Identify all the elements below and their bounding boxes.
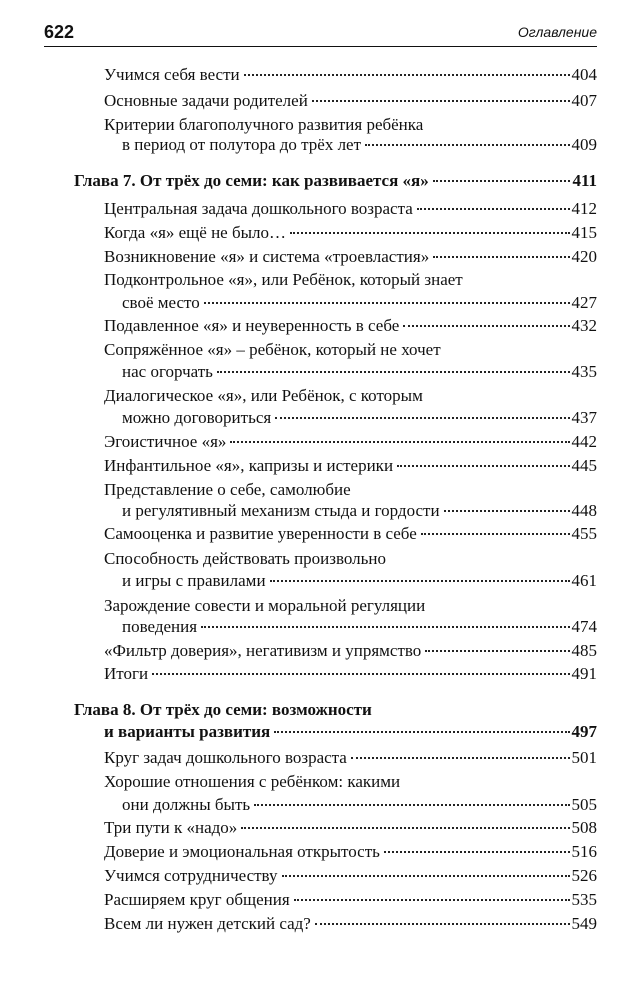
chapter-title-line1: Глава 8. От трёх до семи: возможности xyxy=(74,700,372,719)
dot-leader xyxy=(315,922,570,925)
toc-entry-title: и игры с правилами xyxy=(122,571,266,590)
dot-leader xyxy=(217,370,570,373)
dot-leader xyxy=(433,255,569,258)
toc-entry-page: 516 xyxy=(571,842,597,861)
dot-leader xyxy=(384,850,570,853)
dot-leader xyxy=(365,143,569,146)
toc-entry-page: 407 xyxy=(571,91,597,110)
toc-entry-title: Всем ли нужен детский сад? xyxy=(104,914,311,933)
toc-entry-page: 505 xyxy=(571,795,597,814)
dot-leader xyxy=(417,207,570,210)
toc-entry-title: в период от полутора до трёх лет xyxy=(122,135,362,154)
toc-entry-title: Круг задач дошкольного возраста xyxy=(104,748,347,767)
toc-entry-title: поведения xyxy=(122,617,198,636)
toc-entry-title-line1: Способность действовать произвольно xyxy=(104,549,387,568)
toc-entry xyxy=(104,747,597,769)
dot-leader xyxy=(403,324,569,327)
toc-entry xyxy=(104,913,597,935)
toc-entry-title-line1: Зарождение совести и моральной регуляции xyxy=(104,596,426,615)
toc-entry-title: они должны быть xyxy=(122,795,251,814)
dot-leader xyxy=(294,898,570,901)
dot-leader xyxy=(397,464,569,467)
toc-entry xyxy=(122,361,597,383)
toc-entry-title-line1: Критерии благополучного развития ребёнка xyxy=(104,115,424,134)
toc-entry-title-line1: Хорошие отношения с ребёнком: какими xyxy=(104,772,401,791)
toc-entry xyxy=(122,134,597,156)
toc-entry-title: можно договориться xyxy=(122,408,272,427)
toc-entry-title-line1: Сопряжённое «я» – ребёнок, который не хочет xyxy=(104,340,441,359)
toc-entry xyxy=(104,315,597,337)
toc-entry-page: 432 xyxy=(571,316,597,335)
toc-entry-title: Подавленное «я» и неуверенность в себе xyxy=(104,316,400,335)
toc-entry xyxy=(122,407,597,429)
dot-leader xyxy=(290,231,569,234)
toc-entry xyxy=(104,64,597,86)
dot-leader xyxy=(270,579,570,582)
toc-entry-title: Возникновение «я» и система «троевластия» xyxy=(104,247,430,266)
toc-entry xyxy=(104,523,597,545)
running-title: Оглавление xyxy=(517,24,597,40)
toc-entry-page: 526 xyxy=(571,866,597,885)
dot-leader xyxy=(204,301,570,304)
toc-entry-title: Эгоистичное «я» xyxy=(104,432,227,451)
dot-leader xyxy=(421,532,570,535)
toc-entry xyxy=(104,455,597,477)
dot-leader xyxy=(230,440,569,443)
toc-entry xyxy=(104,431,597,453)
toc-entry xyxy=(122,794,597,816)
dot-leader xyxy=(444,509,570,512)
toc-entry-page: 461 xyxy=(571,571,597,590)
toc-entry-title: Основные задачи родителей xyxy=(104,91,308,110)
chapter-title: Глава 7. От трёх до семи: как развивается «я» xyxy=(74,171,429,190)
toc-entry-title: Когда «я» ещё не было… xyxy=(104,223,287,242)
toc-entry-title: «Фильтр доверия», негативизм и упрямство xyxy=(104,641,422,660)
toc-entry-page: 491 xyxy=(571,664,597,683)
dot-leader xyxy=(241,826,569,829)
toc-entry xyxy=(104,841,597,863)
toc-entry-page: 448 xyxy=(571,501,597,520)
toc-entry xyxy=(104,817,597,839)
chapter-heading xyxy=(104,721,597,743)
toc-entry-page: 455 xyxy=(571,524,597,543)
toc-entry-page: 427 xyxy=(571,293,597,312)
toc-entry-title: Центральная задача дошкольного возраста xyxy=(104,199,413,218)
toc-entry xyxy=(104,90,597,112)
toc-entry-page: 404 xyxy=(571,65,597,84)
dot-leader xyxy=(274,730,569,733)
toc-entry-title: Учимся себя вести xyxy=(104,65,240,84)
toc-entry xyxy=(104,246,597,268)
toc-entry xyxy=(104,222,597,244)
dot-leader xyxy=(433,179,571,182)
toc-entry xyxy=(104,198,597,220)
toc-entry-title: Три пути к «надо» xyxy=(104,818,238,837)
toc-entry-title: Доверие и эмоциональная открытость xyxy=(104,842,380,861)
chapter-title: и варианты развития xyxy=(104,722,271,741)
toc-entry-page: 485 xyxy=(571,641,597,660)
toc-entry-title-line1: Диалогическое «я», или Ребёнок, с которым xyxy=(104,386,423,405)
toc-entry-page: 474 xyxy=(571,617,597,636)
toc-entry-page: 535 xyxy=(571,890,597,909)
toc-entry-title: нас огорчать xyxy=(122,362,213,381)
chapter-page: 497 xyxy=(571,722,597,741)
toc-entry xyxy=(104,865,597,887)
toc-entry xyxy=(104,640,597,662)
toc-entry-page: 442 xyxy=(571,432,597,451)
toc-entry xyxy=(104,663,597,685)
toc-entry xyxy=(122,616,597,638)
dot-leader xyxy=(254,803,569,806)
toc-entry-page: 508 xyxy=(571,818,597,837)
toc-entry-page: 409 xyxy=(571,135,597,154)
dot-leader xyxy=(282,874,570,877)
toc-entry-title: и регулятивный механизм стыда и гордости xyxy=(122,501,440,520)
chapter-page: 411 xyxy=(572,171,597,190)
toc-entry-title: Инфантильное «я», капризы и истерики xyxy=(104,456,394,475)
dot-leader xyxy=(351,756,570,759)
toc-entry xyxy=(122,570,597,592)
toc-entry-title: Самооценка и развитие уверенности в себе xyxy=(104,524,417,543)
page-number: 622 xyxy=(44,22,75,42)
toc-entry-title-line1: Представление о себе, самолюбие xyxy=(104,480,351,499)
toc-entry-page: 549 xyxy=(571,914,597,933)
dot-leader xyxy=(152,672,569,675)
toc-entry-page: 437 xyxy=(571,408,597,427)
toc-entry xyxy=(122,500,597,522)
toc-entry-title: Итоги xyxy=(104,664,149,683)
toc-entry-title: Учимся сотрудничеству xyxy=(104,866,278,885)
dot-leader xyxy=(275,416,569,419)
dot-leader xyxy=(312,99,570,102)
dot-leader xyxy=(244,73,570,76)
chapter-heading xyxy=(74,170,597,192)
toc-entry-page: 501 xyxy=(571,748,597,767)
toc-entry-title: своё место xyxy=(122,293,200,312)
toc-entry-page: 445 xyxy=(571,456,597,475)
toc-entry-page: 420 xyxy=(571,247,597,266)
toc-entry-page: 415 xyxy=(571,223,597,242)
toc-entry-title-line1: Подконтрольное «я», или Ребёнок, который знает xyxy=(104,270,463,289)
toc-entry-page: 435 xyxy=(571,362,597,381)
dot-leader xyxy=(425,649,569,652)
toc-entry xyxy=(122,292,597,314)
toc-entry-page: 412 xyxy=(571,199,597,218)
toc-entry-title: Расширяем круг общения xyxy=(104,890,290,909)
toc-entry xyxy=(104,889,597,911)
dot-leader xyxy=(201,625,569,628)
